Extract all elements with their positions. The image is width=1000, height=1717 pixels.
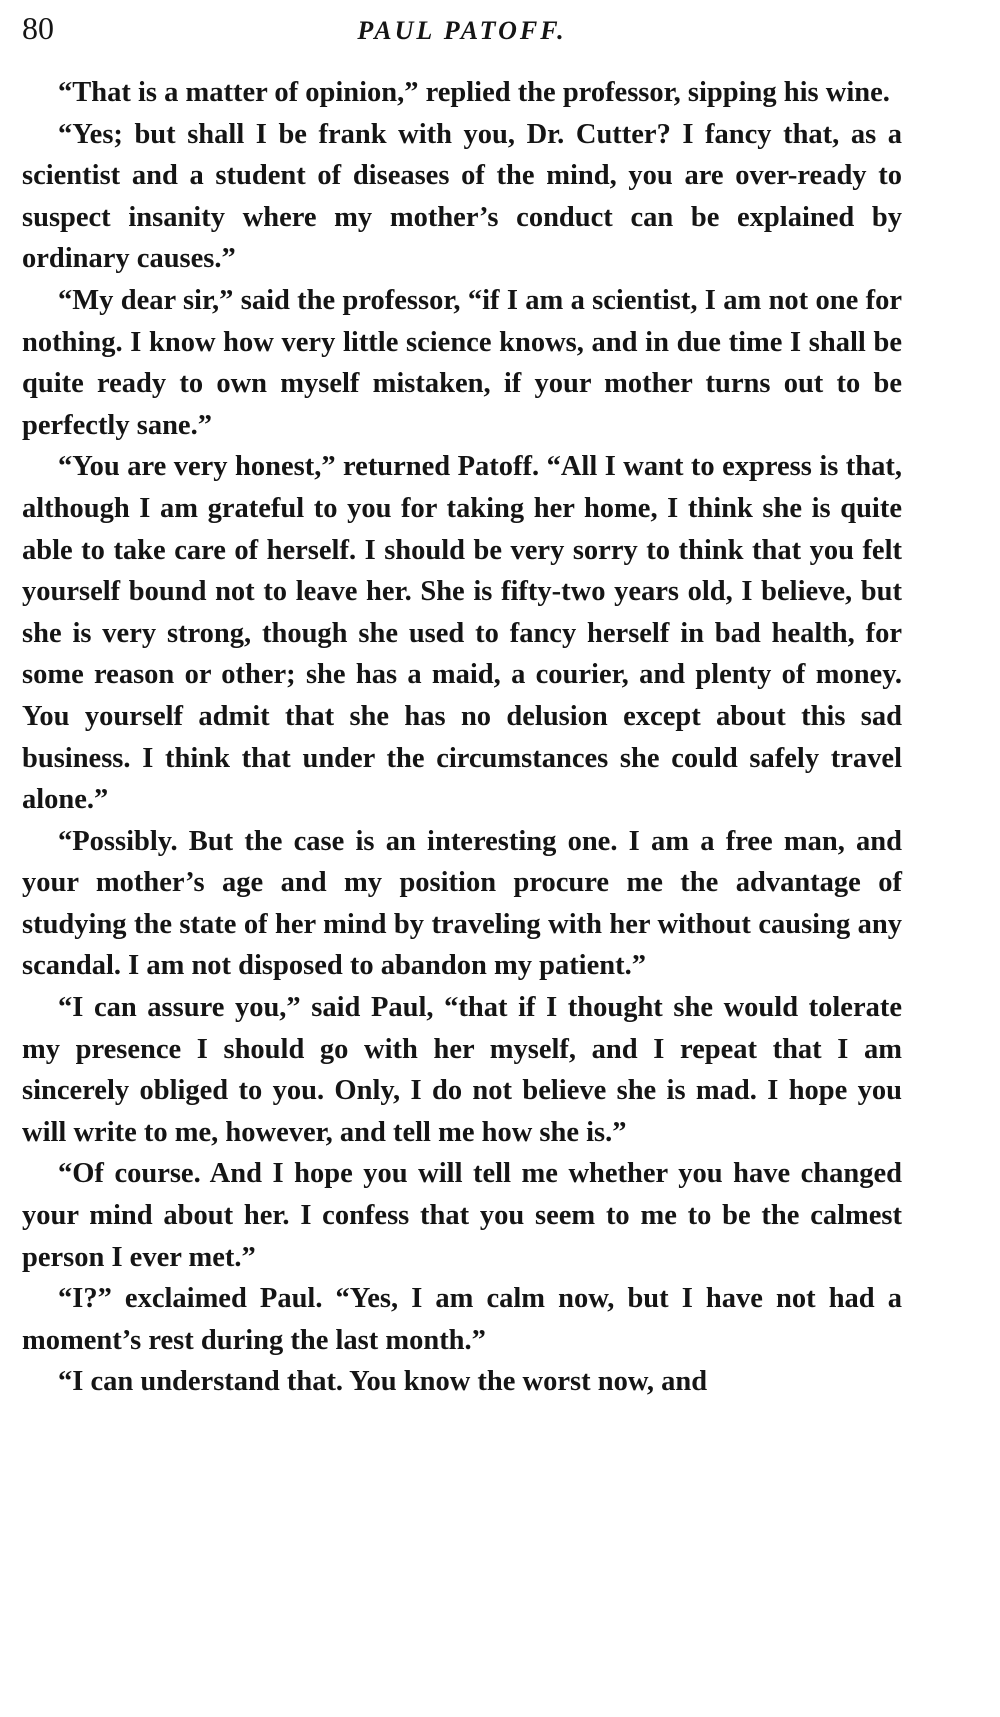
paragraph-1: “That is a matter of opinion,” replied the professor, sipping his wine.	[58, 77, 890, 108]
paragraph-2: “Yes; but shall I be frank with you, Dr. Cutter? I fancy that, as a scientist and a student of diseases of the mind, you are over-ready to suspect insanity where my mother’s conduct can be explained by ordinary causes.”	[22, 118, 902, 275]
paragraph-6: “I can assure you,” said Paul, “that if I thought she would tolerate my presence I should go with her myself, and I repeat that I am sincerely obliged to you. Only, I do not believe she is mad. I hope you will write to me, however, and tell me how she is.”	[22, 992, 902, 1148]
book-page	[22, 4, 902, 1403]
body-text	[22, 72, 902, 1403]
page-number: 80	[22, 10, 54, 46]
paragraph-5: “Possibly. But the case is an interesting one. I am a free man, and your mother’s age and my position procure me the advantage of studying the state of her mind by traveling with her without causing any scandal. I am not disposed to abandon my patient.”	[22, 825, 902, 982]
paragraph-4: “You are very honest,” returned Patoff. “All I want to express is that, although I am grateful to you for taking her home, I think she is quite able to take care of herself. I should be very sorry to think that you felt yourself bound not to leave her. She is fifty-two years old, I believe, but she is very strong, though she used to fancy herself in bad health, for some reason or other; she has a maid, a courier, and plenty of money. You yourself admit that she has no delusion except about this sad business. I think that under the circumstances she could safely travel alone.”	[22, 451, 902, 816]
paragraph-9: “I can understand that. You know the worst now, and	[58, 1366, 708, 1398]
paragraph-3: “My dear sir,” said the professor, “if I am a scientist, I am not one for nothing. I know how very little science knows, and in due time I shall be quite ready to own myself mistaken, if your mother turns out to be perfectly sane.”	[22, 284, 902, 441]
paragraph-8: “I?” exclaimed Paul. “Yes, I am calm now, but I have not had a moment’s rest during the last month.”	[22, 1283, 902, 1356]
paragraph-7: “Of course. And I hope you will tell me whether you have changed your mind about her. I confess that you seem to me to be the calmest person I ever met.”	[22, 1158, 902, 1273]
running-title: PAUL PATOFF.	[357, 16, 567, 45]
running-head	[22, 4, 902, 60]
